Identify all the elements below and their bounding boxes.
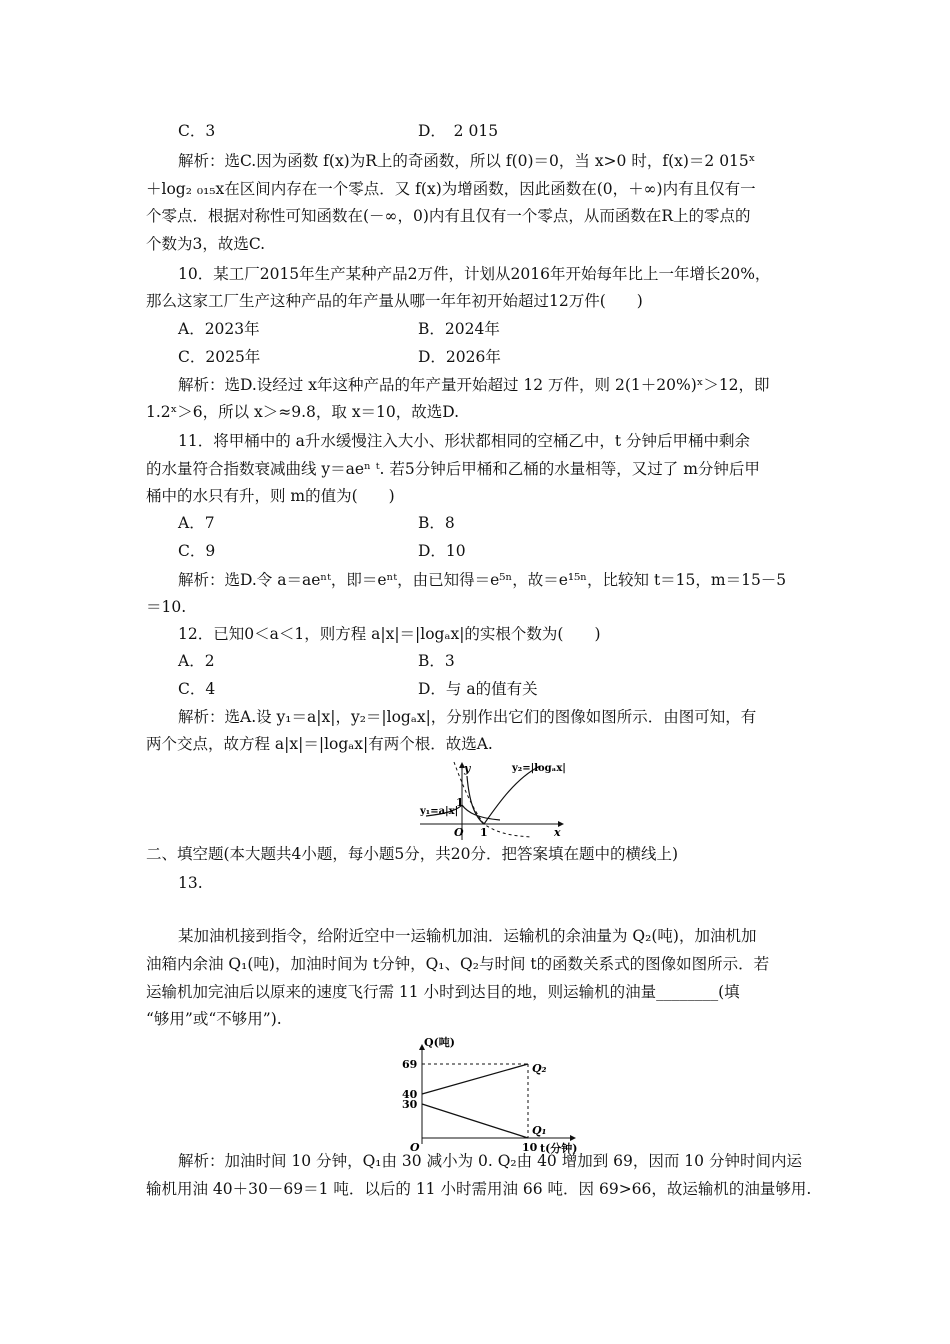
q2-label: Q₂	[532, 1062, 547, 1075]
line-q1	[422, 1104, 528, 1138]
q12-stem: 12．已知0＜a＜1，则方程 a|x|＝|logₐx|的实根个数为( )	[178, 625, 601, 643]
q11-stem-line: 11．将甲桶中的 a升水缓慢注入大小、形状都相同的空桶乙中，t 分钟后甲桶中剩余	[178, 432, 751, 450]
section-heading: 二、填空题(本大题共4小题，每小题5分，共20分．把答案填在题中的横线上)	[146, 845, 679, 863]
q10-solution-line: 解析：选D.设经过 x年这种产品的年产量开始超过 12 万件，则 2(1＋20%)ˣ＞12，即	[178, 376, 770, 394]
q13-solution-line: 输机用油 40＋30－69＝1 吨．以后的 11 小时需用油 66 吨．因 69>66，故运输机的油量够用.	[146, 1180, 812, 1198]
q9-solution-line: 个零点．根据对称性可知函数在(－∞，0)内有且仅有一个零点，从而函数在R上的零点的	[146, 207, 751, 225]
q13-stem-line: “够用”或“不够用”).	[146, 1010, 282, 1028]
t-axis-arrow	[570, 1135, 576, 1141]
y1-label: y₁=a|x|	[420, 806, 459, 817]
y-axis-label: y	[464, 762, 471, 775]
q-axis-label: Q(吨)	[424, 1036, 455, 1049]
q9-option-c: C．3	[178, 122, 216, 140]
q13-number: 13.	[178, 874, 203, 892]
q12-option-a: A．2	[178, 652, 215, 670]
q10-option-c: C．2025年	[178, 348, 261, 366]
q12-solution-line: 两个交点，故方程 a|x|＝|logₐx|有两个根．故选A.	[146, 735, 493, 753]
tick-69: 69	[402, 1058, 418, 1071]
q12-graph-figure	[418, 758, 568, 842]
q13-stem-line: 运输机加完油后以原来的速度飞行需 11 小时到达目的地，则运输机的油量________(填	[146, 983, 740, 1001]
q13-solution-line: 解析：加油时间 10 分钟，Q₁由 30 减小为 0. Q₂由 40 增加到 69，因而 10 分钟时间内运	[178, 1152, 802, 1170]
tick-40: 40	[402, 1088, 418, 1101]
q12-option-d: D．与 a的值有关	[418, 680, 538, 698]
q10-option-a: A．2023年	[178, 320, 260, 338]
q11-option-b: B．8	[418, 514, 455, 532]
q9-solution-line: ＋log₂ ₀₁₅x在区间内存在一个零点．又 f(x)为增函数，因此函数在(0，＋∞)内有且仅有一	[146, 180, 756, 198]
q9-solution-line: 解析：选C.因为函数 f(x)为R上的奇函数，所以 f(0)＝0，当 x>0 时，f(x)＝2 015ˣ	[178, 152, 756, 170]
q1-label: Q₁	[532, 1124, 547, 1137]
q12-option-c: C．4	[178, 680, 216, 698]
q10-option-b: B．2024年	[418, 320, 500, 338]
q10-solution-line: 1.2ˣ＞6，所以 x＞≈9.8，取 x＝10，故选D.	[146, 403, 460, 421]
tick-30: 30	[402, 1098, 418, 1111]
q10-stem-line: 那么这家工厂生产这种产品的年产量从哪一年年初开始超过12万件( )	[146, 292, 643, 310]
x-axis-label: x	[554, 826, 561, 839]
q10-stem-line: 10．某工厂2015年生产某种产品2万件，计划从2016年开始每年比上一年增长20%，	[178, 265, 771, 283]
q9-option-d: D． 2 015	[418, 122, 499, 140]
q10-option-d: D．2026年	[418, 348, 501, 366]
tick-10: 10	[522, 1141, 538, 1154]
tick-label-1-y: 1	[456, 796, 464, 809]
t-axis-label: t(分钟)	[540, 1142, 578, 1154]
q11-solution-line: 解析：选D.令 a＝aeⁿᵗ，即＝eⁿᵗ，由已知得＝e⁵ⁿ，故＝e¹⁵ⁿ，比较知 t＝15，m＝15－5	[178, 571, 787, 589]
q12-solution-line: 解析：选A.设 y₁＝a|x|，y₂＝|logₐx|，分别作出它们的图像如图所示．由图可知，有	[178, 708, 757, 726]
origin-label: O	[410, 1141, 420, 1154]
q11-option-c: C．9	[178, 542, 216, 560]
q13-graph-figure	[394, 1034, 594, 1154]
q11-stem-line: 桶中的水只有升，则 m的值为( )	[146, 487, 395, 505]
q11-option-a: A．7	[178, 514, 215, 532]
q9-solution-line: 个数为3，故选C.	[146, 235, 266, 253]
y2-label: y₂=|logₐx|	[512, 763, 566, 774]
q13-stem-line: 油箱内余油 Q₁(吨)，加油时间为 t分钟，Q₁、Q₂与时间 t的函数关系式的图像如图所示．若	[146, 955, 770, 973]
q11-stem-line: 的水量符合指数衰减曲线 y＝aeⁿ ᵗ. 若5分钟后甲桶和乙桶的水量相等，又过了 m分钟后甲	[146, 460, 760, 478]
q13-stem-line: 某加油机接到指令，给附近空中一运输机加油．运输机的余油量为 Q₂(吨)，加油机加	[178, 927, 757, 945]
q12-option-b: B．3	[418, 652, 455, 670]
line-q2	[422, 1064, 528, 1094]
q11-option-d: D．10	[418, 542, 466, 560]
tick-label-1-x: 1	[480, 826, 488, 839]
q11-solution-line: ＝10.	[146, 598, 187, 616]
origin-label: O	[454, 826, 464, 839]
